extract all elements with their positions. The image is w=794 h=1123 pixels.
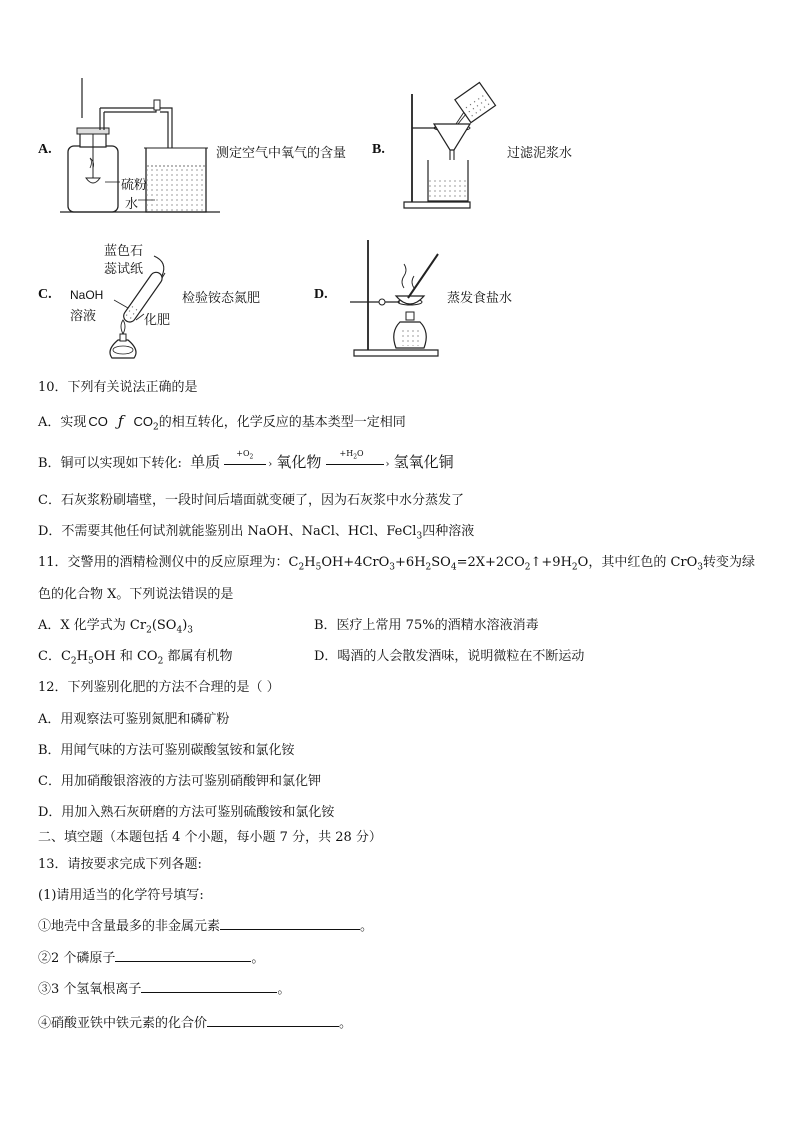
figure-c-litmus-label-1: 蓝色石 (104, 244, 144, 259)
answer-blank-2[interactable] (115, 949, 251, 962)
q13-sub1: (1)请用适当的化学符号填写: (38, 888, 204, 903)
q11-option-a: A．X 化学式为 $Cr_2(SO_4)_3$ (38, 618, 193, 636)
figure-c-fertilizer-label: 化肥 (144, 313, 171, 328)
figure-d-caption: 蒸发食盐水 (447, 291, 513, 306)
figure-a-letter: A. (38, 142, 52, 157)
arrow-1: $+O_2$ › (224, 457, 272, 471)
figure-c-litmus-label-2: 蕊试纸 (104, 262, 144, 277)
q10-stem: 10．下列有关说法正确的是 (38, 380, 198, 395)
section-2-heading: 二、填空题（本题包括 4 个小题，每小题 7 分，共 28 分） (38, 830, 382, 845)
q12-option-c: C．用加硝酸银溶液的方法可鉴别硝酸钾和氯化钾 (38, 774, 321, 789)
q11-stem-line1: 11．交警用的酒精检测仪中的反应原理为：$C_2H_5OH+4CrO_3+6H_2SO_4=2X+2CO_2↑+9H_2O$，其中红色的 CrO$_3$转变为绿 (38, 555, 756, 573)
answer-blank-1[interactable] (220, 917, 360, 930)
q10-option-b: B．铜可以实现如下转化: 单质 $+O_2$ › 氧化物 $+H_2O$ › 氢氧化铜 (38, 448, 454, 471)
figure-a-water-label: 水 (125, 197, 139, 212)
q12-option-d: D．用加入熟石灰研磨的方法可鉴别硫酸铵和氯化铵 (38, 805, 335, 820)
figure-a-sulfur-label: 硫粉 (121, 178, 148, 193)
q10-option-d: D．不需要其他任何试剂就能鉴别出 NaOH、NaCl、HCl、FeCl$_3$四种溶液 (38, 524, 475, 542)
answer-blank-4[interactable] (207, 1014, 339, 1027)
q13-item-1: ①地壳中含量最多的非金属元素 。 (38, 919, 374, 934)
q11-stem-line2: 色的化合物 X。下列说法错误的是 (38, 587, 234, 602)
q13-item-4: ④硝酸亚铁中铁元素的化合价 。 (38, 1016, 353, 1031)
figure-b-filtration (398, 84, 503, 212)
answer-blank-3[interactable] (141, 980, 277, 993)
figure-a-caption: 测定空气中氧气的含量 (216, 146, 347, 161)
q10-option-c: C．石灰浆粉刷墙壁，一段时间后墙面就变硬了，因为石灰浆中水分蒸发了 (38, 493, 464, 508)
figure-c-test-tube (96, 252, 176, 362)
figure-c-solution-label: 溶液 (70, 309, 97, 324)
q11-option-b: B．医疗上常用 75%的酒精水溶液消毒 (314, 618, 539, 633)
figure-b-caption: 过滤泥浆水 (507, 146, 573, 161)
q10-option-a: A．实现 CO ƒ $CO_2$的相互转化，化学反应的基本类型一定相同 (38, 412, 406, 433)
figure-d-evaporation (346, 234, 446, 360)
q12-option-a: A．用观察法可鉴别氮肥和磷矿粉 (38, 712, 230, 727)
q11-option-d: D．喝酒的人会散发酒味，说明微粒在不断运动 (314, 649, 585, 664)
figure-b-letter: B. (372, 142, 385, 157)
arrow-2: $+H_2O$ › (326, 457, 390, 471)
figure-c-caption: 检验铵态氮肥 (182, 291, 261, 306)
q12-option-b: B．用闻气味的方法可鉴别碳酸氢铵和氯化铵 (38, 743, 295, 758)
figure-a-apparatus (60, 78, 220, 218)
q12-stem: 12．下列鉴别化肥的方法不合理的是（ ） (38, 680, 280, 695)
figure-c-naoh-label: NaOH (70, 288, 104, 302)
q13-item-3: ③3 个氢氧根离子 。 (38, 982, 291, 997)
q11-option-c: C．$C_2H_5OH$ 和 $CO_2$ 都属有机物 (38, 649, 233, 667)
q13-item-2: ②2 个磷原子 。 (38, 951, 265, 966)
q13-stem: 13．请按要求完成下列各题: (38, 857, 202, 872)
figure-d-letter: D. (314, 287, 328, 302)
figure-c-letter: C. (38, 287, 52, 302)
